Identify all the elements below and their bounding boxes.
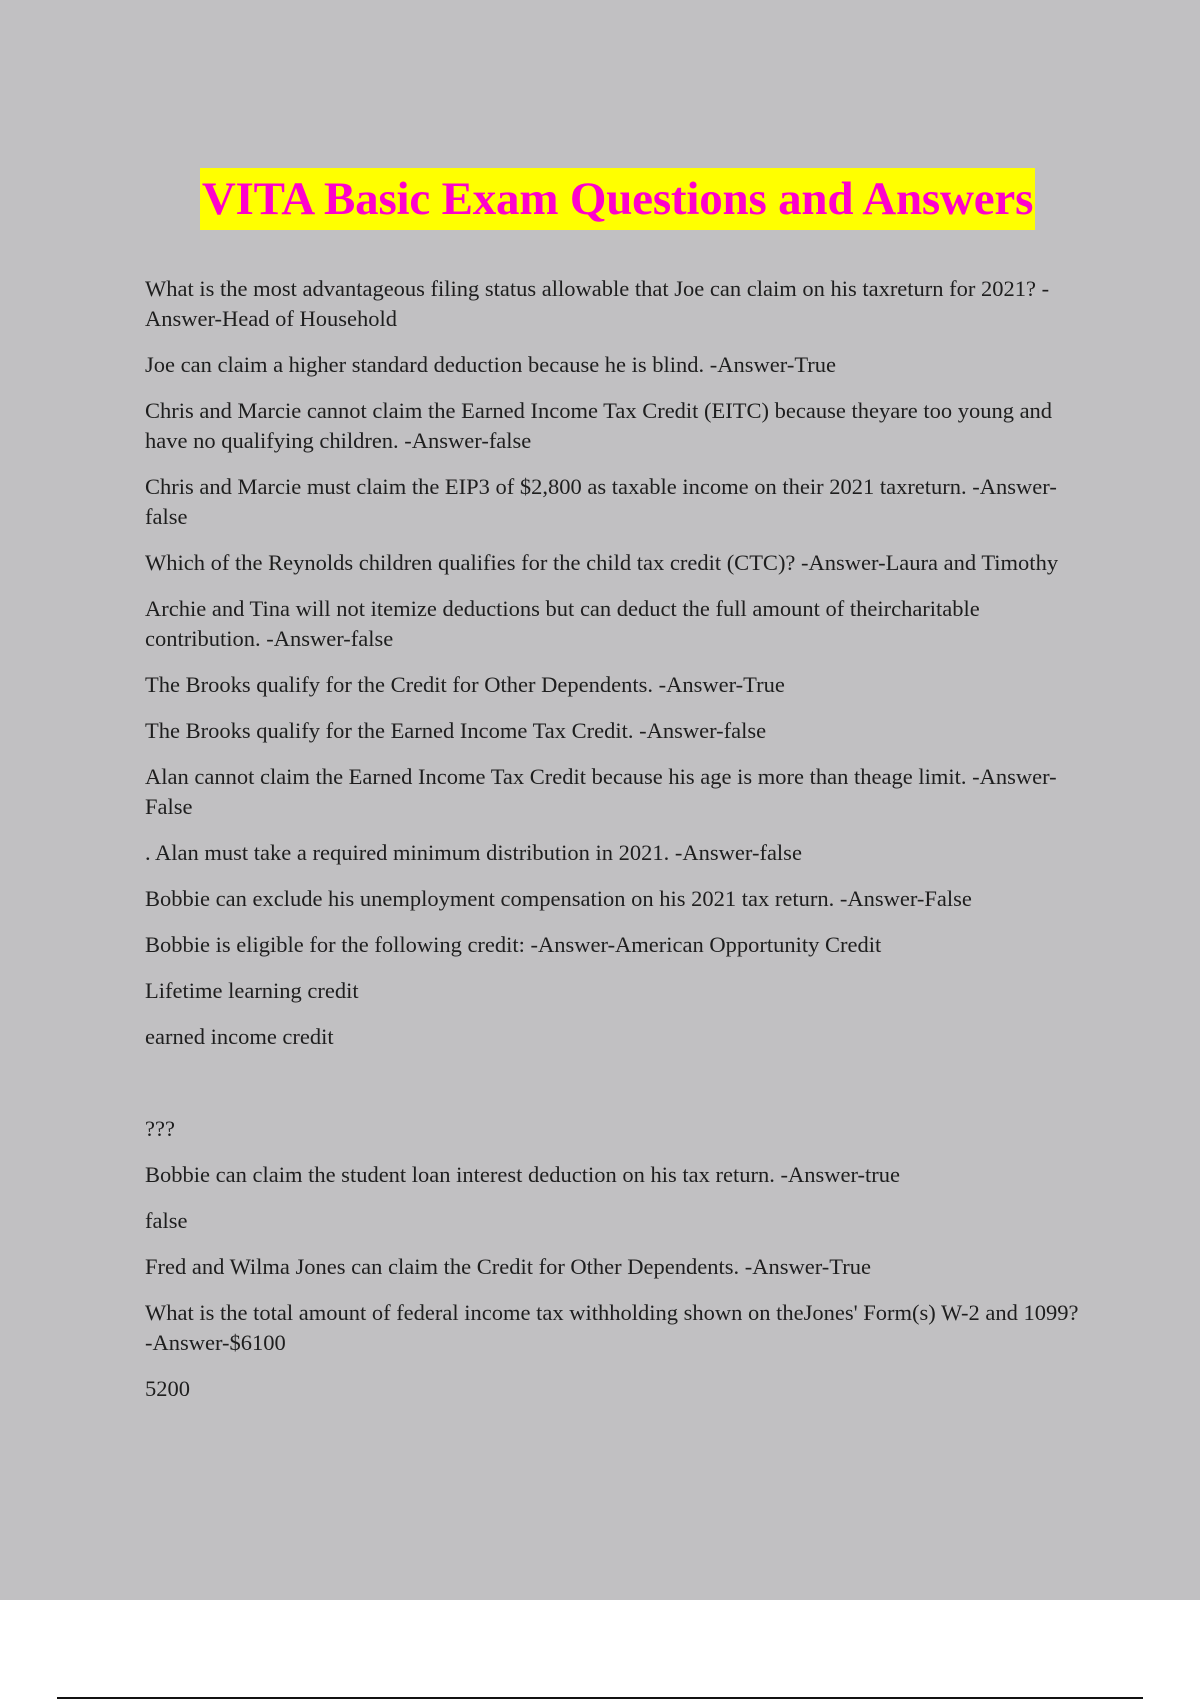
qa-item: Joe can claim a higher standard deduction because he is blind. -Answer-True	[145, 352, 837, 377]
qa-item: Chris and Marcie cannot claim the Earned Income Tax Credit (EITC) because theyare too young and have no qualifying children. -Answer-false	[145, 398, 1053, 453]
title-container	[0, 168, 1200, 230]
document-title: VITA Basic Exam Questions and Answers	[200, 168, 1035, 230]
qa-item: Alan cannot claim the Earned Income Tax Credit because his age is more than theage limit. -Answer-False	[145, 764, 1057, 819]
qa-item: . Alan must take a required minimum distribution in 2021. -Answer-false	[145, 840, 802, 865]
qa-item: earned income credit	[145, 1024, 334, 1049]
qa-item: Which of the Reynolds children qualifies for the child tax credit (CTC)? -Answer-Laura and Timothy	[145, 550, 1059, 575]
qa-item: Chris and Marcie must claim the EIP3 of $2,800 as taxable income on their 2021 taxreturn. -Answer-false	[145, 474, 1057, 529]
qa-item: The Brooks qualify for the Credit for Other Dependents. -Answer-True	[145, 672, 785, 697]
qa-item: ???	[145, 1116, 175, 1141]
qa-item: false	[145, 1208, 188, 1233]
qa-item: Lifetime learning credit	[145, 978, 359, 1003]
page-divider	[57, 1697, 1143, 1699]
qa-item: What is the total amount of federal income tax withholding shown on theJones' Form(s) W-2 and 1099? -Answer-$6100	[145, 1300, 1079, 1355]
qa-item: What is the most advantageous filing status allowable that Joe can claim on his taxreturn for 2021? -Answer-Head of Household	[145, 276, 1050, 331]
qa-item: Fred and Wilma Jones can claim the Credit for Other Dependents. -Answer-True	[145, 1254, 871, 1279]
qa-list	[145, 274, 1090, 1420]
qa-item: 5200	[145, 1376, 190, 1401]
qa-item: Bobbie can exclude his unemployment compensation on his 2021 tax return. -Answer-False	[145, 886, 972, 911]
qa-item: Bobbie is eligible for the following credit: -Answer-American Opportunity Credit	[145, 932, 882, 957]
qa-item: The Brooks qualify for the Earned Income Tax Credit. -Answer-false	[145, 718, 767, 743]
qa-item: Archie and Tina will not itemize deductions but can deduct the full amount of theircharitable contribution. -Answer-false	[145, 596, 980, 651]
qa-item: Bobbie can claim the student loan interest deduction on his tax return. -Answer-true	[145, 1162, 900, 1187]
